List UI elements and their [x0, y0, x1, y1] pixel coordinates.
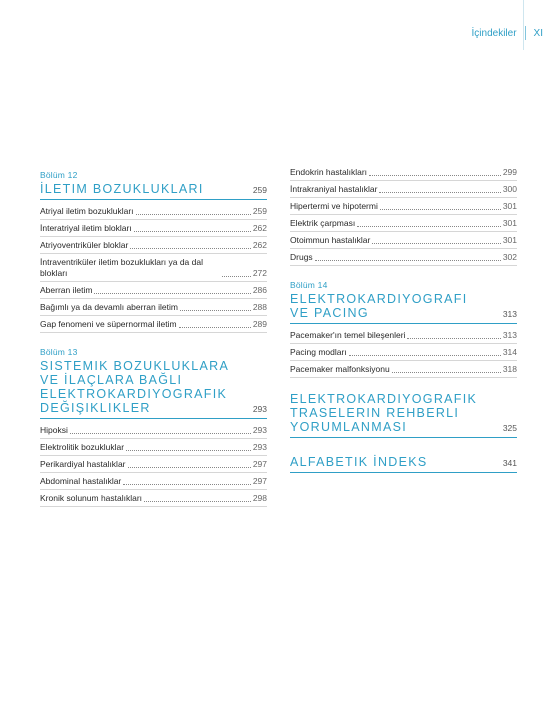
toc-entry[interactable] — [40, 475, 267, 490]
leader-dots — [136, 214, 251, 215]
index-page: 341 — [502, 458, 517, 468]
chapter-12-heading[interactable] — [40, 182, 267, 200]
toc-entry[interactable] — [40, 301, 267, 316]
entry-page: 313 — [502, 330, 517, 340]
chapter-12-page: 259 — [252, 185, 267, 195]
toc-left-column — [40, 166, 267, 509]
leader-dots — [357, 226, 501, 227]
leader-dots — [222, 276, 251, 277]
entry-page: 299 — [502, 167, 517, 177]
entry-page: 288 — [252, 302, 267, 312]
leader-dots — [130, 248, 250, 249]
spacer — [290, 268, 517, 276]
leader-dots — [126, 450, 251, 451]
leader-dots — [369, 175, 501, 176]
toc-entry[interactable] — [290, 200, 517, 215]
leader-dots — [379, 192, 500, 193]
leader-dots — [70, 433, 251, 434]
chapter-13-page: 293 — [252, 404, 267, 414]
leader-dots — [407, 338, 500, 339]
leader-dots — [94, 293, 250, 294]
header-rule — [523, 0, 524, 50]
entry-title: Pacemaker malfonksiyonu — [290, 364, 390, 374]
entry-page: 300 — [502, 184, 517, 194]
entry-title: Elektrik çarpması — [290, 218, 356, 228]
entry-page: 262 — [252, 223, 267, 233]
leader-dots — [123, 484, 251, 485]
entry-title: Bağımlı ya da devamlı aberran iletim — [40, 302, 178, 312]
entry-title: İntrakraniyal hastalıklar — [290, 184, 378, 194]
entry-title: Endokrin hastalıkları — [290, 167, 368, 177]
entry-page: 272 — [252, 268, 267, 278]
toc-entry[interactable] — [40, 318, 267, 333]
entry-page: 293 — [252, 442, 267, 452]
toc-entry[interactable] — [40, 492, 267, 507]
index-title: ALFABETIK İNDEKS — [290, 455, 428, 469]
entry-title: Drugs — [290, 252, 313, 262]
entry-title: Gap fenomeni ve süpernormal iletim — [40, 319, 177, 329]
chapter-13-label: Bölüm 13 — [40, 347, 78, 357]
toc-entry[interactable] — [40, 458, 267, 473]
entry-title: Kronik solunum hastalıkları — [40, 493, 143, 503]
toc-entry[interactable] — [290, 183, 517, 198]
chapter-14-heading[interactable] — [290, 292, 517, 324]
leader-dots — [134, 231, 251, 232]
chapter-12-title: İLETIM BOZUKLUKLARI — [40, 182, 204, 196]
guide-title: ELEKTROKARDIYOGRAFIK TRASELERIN REHBERLI YORUMLANMASI — [290, 392, 478, 434]
header-title: İçindekiler — [471, 27, 517, 39]
toc-entry[interactable] — [40, 205, 267, 220]
leader-dots — [128, 467, 251, 468]
guide-page: 325 — [502, 423, 517, 433]
chapter-13-title: SISTEMIK BOZUKLUKLARA VE İLAÇLARA BAĞLI ELEKTROKARDIYOGRAFIK DEĞIŞIKLIKLER — [40, 359, 229, 415]
entry-title: Hipoksi — [40, 425, 68, 435]
leader-dots — [380, 209, 501, 210]
leader-dots — [349, 355, 501, 356]
entry-page: 302 — [502, 252, 517, 262]
entry-page: 298 — [252, 493, 267, 503]
leader-dots — [180, 310, 251, 311]
leader-dots — [144, 501, 251, 502]
entry-title: Elektrolitik bozukluklar — [40, 442, 125, 452]
toc-entry[interactable] — [290, 166, 517, 181]
entry-title: Otoimmun hastalıklar — [290, 235, 371, 245]
toc-entry[interactable] — [40, 424, 267, 439]
entry-page: 318 — [502, 364, 517, 374]
entry-title: Atriyoventriküler bloklar — [40, 240, 129, 250]
toc-entry[interactable] — [40, 256, 267, 282]
running-header — [472, 26, 543, 40]
toc-entry[interactable] — [290, 329, 517, 344]
page-number: XI — [533, 27, 543, 39]
entry-page: 259 — [252, 206, 267, 216]
entry-page: 301 — [502, 235, 517, 245]
entry-title: İnteratriyal iletim blokları — [40, 223, 132, 233]
entry-title: Hipertermi ve hipotermi — [290, 201, 378, 211]
chapter-12-label: Bölüm 12 — [40, 170, 78, 180]
header-divider — [525, 26, 526, 40]
toc-entry[interactable] — [290, 251, 517, 266]
entry-page: 262 — [252, 240, 267, 250]
entry-title: Pacemaker'ın temel bileşenleri — [290, 330, 406, 340]
spacer — [40, 335, 267, 343]
index-heading[interactable] — [290, 455, 517, 473]
toc-entry[interactable] — [290, 234, 517, 249]
toc-entry[interactable] — [40, 284, 267, 299]
entry-page: 297 — [252, 459, 267, 469]
leader-dots — [315, 260, 501, 261]
chapter-14-label: Bölüm 14 — [290, 280, 328, 290]
chapter-13-heading[interactable] — [40, 359, 267, 419]
entry-title: İntraventriküler iletim bozuklukları ya da dal blokları — [40, 257, 203, 278]
spacer — [290, 443, 517, 455]
guide-heading[interactable] — [290, 392, 517, 438]
toc-entry[interactable] — [40, 441, 267, 456]
leader-dots — [179, 327, 251, 328]
entry-title: Atriyal iletim bozuklukları — [40, 206, 134, 216]
entry-page: 297 — [252, 476, 267, 486]
entry-page: 301 — [502, 218, 517, 228]
entry-title: Pacing modları — [290, 347, 347, 357]
entry-title: Abdominal hastalıklar — [40, 476, 122, 486]
toc-right-column — [290, 166, 517, 478]
toc-entry[interactable] — [290, 217, 517, 232]
entry-title: Aberran iletim — [40, 285, 93, 295]
leader-dots — [372, 243, 501, 244]
entry-page: 301 — [502, 201, 517, 211]
toc-entry[interactable] — [40, 239, 267, 254]
entry-page: 286 — [252, 285, 267, 295]
toc-entry[interactable] — [40, 222, 267, 237]
chapter-14-title: ELEKTROKARDIYOGRAFI VE PACING — [290, 292, 468, 320]
entry-page: 293 — [252, 425, 267, 435]
leader-dots — [392, 372, 501, 373]
toc-entry[interactable] — [290, 363, 517, 378]
spacer — [290, 380, 517, 392]
entry-page: 314 — [502, 347, 517, 357]
entry-title: Perikardiyal hastalıklar — [40, 459, 126, 469]
entry-page: 289 — [252, 319, 267, 329]
toc-entry[interactable] — [290, 346, 517, 361]
chapter-14-page: 313 — [502, 309, 517, 319]
